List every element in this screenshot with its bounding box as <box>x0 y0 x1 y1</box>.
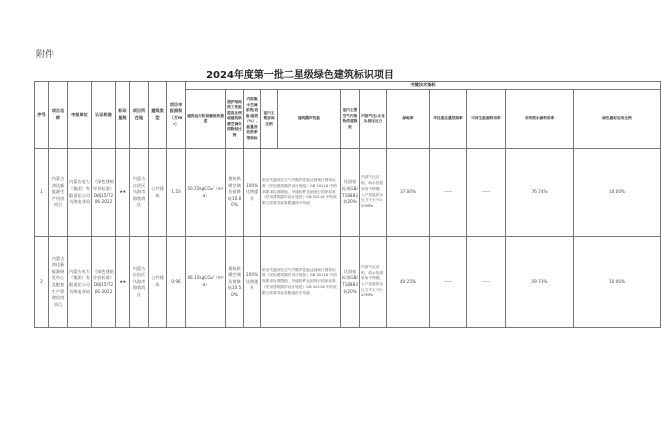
cell-applicant: 内蒙古电力（集团）有限责任公司乌海电业局 <box>68 149 92 237</box>
cell-green-material: 10.00% <box>574 237 661 328</box>
table-row <box>35 237 661 328</box>
col-header-rating: 标识星级 <box>116 82 130 149</box>
header-row-group <box>35 82 661 90</box>
cell-seq: 2 <box>35 237 49 328</box>
col-header-sound: 建筑隔声性能 <box>278 90 341 149</box>
cell-annual-runoff: —— <box>430 149 467 237</box>
cell-envelope: 建筑供暖空调负荷降低10.50% <box>226 237 244 328</box>
cell-envelope: 建筑供暖空调负荷降低10.00% <box>226 149 244 237</box>
col-header-area: 项目申报面积（万m²） <box>167 82 186 149</box>
cell-building-type: 公共建筑 <box>149 237 167 328</box>
col-header-greening: 绿地率 <box>387 90 430 149</box>
cell-air-quality: 比国家标准GB/T18883低20% <box>341 149 360 237</box>
cell-location: 内蒙古自治区乌海市海勃湾区 <box>130 149 149 237</box>
table-row <box>35 149 661 237</box>
cell-renewable-energy: —— <box>467 237 506 328</box>
cell-applicant: 内蒙古电力（集团）有限责任公司乌海电业局 <box>68 237 92 328</box>
col-header-renewable: 室内主要房间比例 <box>261 90 278 149</box>
cell-project-name: 内蒙古鸿达新能源生产用房项目 <box>49 149 68 237</box>
cell-green-material: 10.00% <box>574 149 661 237</box>
col-header-air-quality: 室内主要空气污染物浓度降低 <box>341 90 360 149</box>
col-header-energy-rate: 建筑运行阶段碳排放强度 <box>186 90 226 149</box>
cell-sound: 卧室关键部位空气声隔声性能达到现行国家标准《民用建筑隔声设计规范》GB 50118 中的高要求标准限值，外墙构件达到现行国家标准《民用建筑隔声设计规范》GB 50118 中的低限与高要求标准限值的平均值 <box>261 149 341 237</box>
attachment-label: 附件 <box>36 50 55 60</box>
cell-renewable-energy: —— <box>467 149 506 237</box>
col-header-standard: 认证标准 <box>92 82 116 149</box>
cell-water-pressure: 内部气压各相，给水管道采用不锈钢，入户管道供水压力不大于0.20MPa <box>360 237 387 328</box>
col-header-green-material: 绿色建材应用比例 <box>574 90 661 149</box>
cell-energy-rate: 50.25kgCO₂/（m²·a） <box>186 149 226 237</box>
cell-nontraditional-water: 59.73% <box>506 237 574 328</box>
col-header-project-name: 项目名称 <box>49 82 68 149</box>
cell-project-name: 内蒙古鸿达新能源研发中心及配套生产管理用房项目 <box>49 237 68 328</box>
cell-location: 内蒙古自治区乌海市海勃湾区 <box>130 237 149 328</box>
cell-seq: 1 <box>35 149 49 237</box>
cell-area: 1.53 <box>167 149 186 237</box>
col-header-annual-runoff: 年径流总量控制率 <box>430 90 467 149</box>
cell-energy-rate: 46.15kgCO₂/（m²·a） <box>186 237 226 328</box>
cell-greening: 40.25% <box>387 237 430 328</box>
col-header-water-pressure: 内部气压/水龙头供压压力 <box>360 90 387 149</box>
col-header-envelope: 围护结构热工性能提高比例或建筑供暖空调负荷降低比例 <box>226 90 244 149</box>
document-title: 2024年度第一批二星级绿色建筑标识项目 <box>206 70 394 81</box>
cell-building-type: 公共建筑 <box>149 149 167 237</box>
cell-nontraditional-water: 76.74% <box>506 149 574 237</box>
cell-equipment: 100%比例提升 <box>244 237 261 328</box>
cell-greening: 37.00% <box>387 149 430 237</box>
cell-sound: 卧室关键部位空气声隔声性能达到现行国家标准《民用建筑隔声设计规范》GB 50118 中的高要求标准限值，外墙构件达到现行国家标准《民用建筑隔声设计规范》GB 50118 中的低限与高要求标准限值的平均值 <box>261 237 341 328</box>
cell-standard: 《绿色建筑评价标准》DBJ15/T206-2022 <box>92 237 116 328</box>
cell-rating: ★★ <box>116 149 130 237</box>
cell-annual-runoff: —— <box>430 237 467 328</box>
projects-table <box>34 81 661 328</box>
cell-rating: ★★ <box>116 237 130 328</box>
col-header-location: 项目所在地 <box>130 82 149 149</box>
cell-standard: 《绿色建筑评价标准》DBJ15/T206-2022 <box>92 149 116 237</box>
cell-area: 0.96 <box>167 237 186 328</box>
col-header-building-type: 建筑类型 <box>149 82 167 149</box>
col-header-nontraditional-water: 非传统水源利用率 <box>506 90 574 149</box>
cell-water-pressure: 内部气压各相，给水管道采用不锈钢，入户管道供水压力不大于0.20MPa <box>360 149 387 237</box>
cell-air-quality: 比国家标准GB/T18883低20% <box>341 237 360 328</box>
col-header-renewable-energy: 可再生能源利用率 <box>467 90 506 149</box>
col-header-seq: 序号 <box>35 82 49 149</box>
col-header-key-indicators: 关键技术指标 <box>186 82 661 90</box>
col-header-equipment: 内部集中空调系统/设备/能效（%）、能量回收效率等指标 <box>244 90 261 149</box>
col-header-applicant: 申报单位 <box>68 82 92 149</box>
cell-equipment: 100%比例提升 <box>244 149 261 237</box>
